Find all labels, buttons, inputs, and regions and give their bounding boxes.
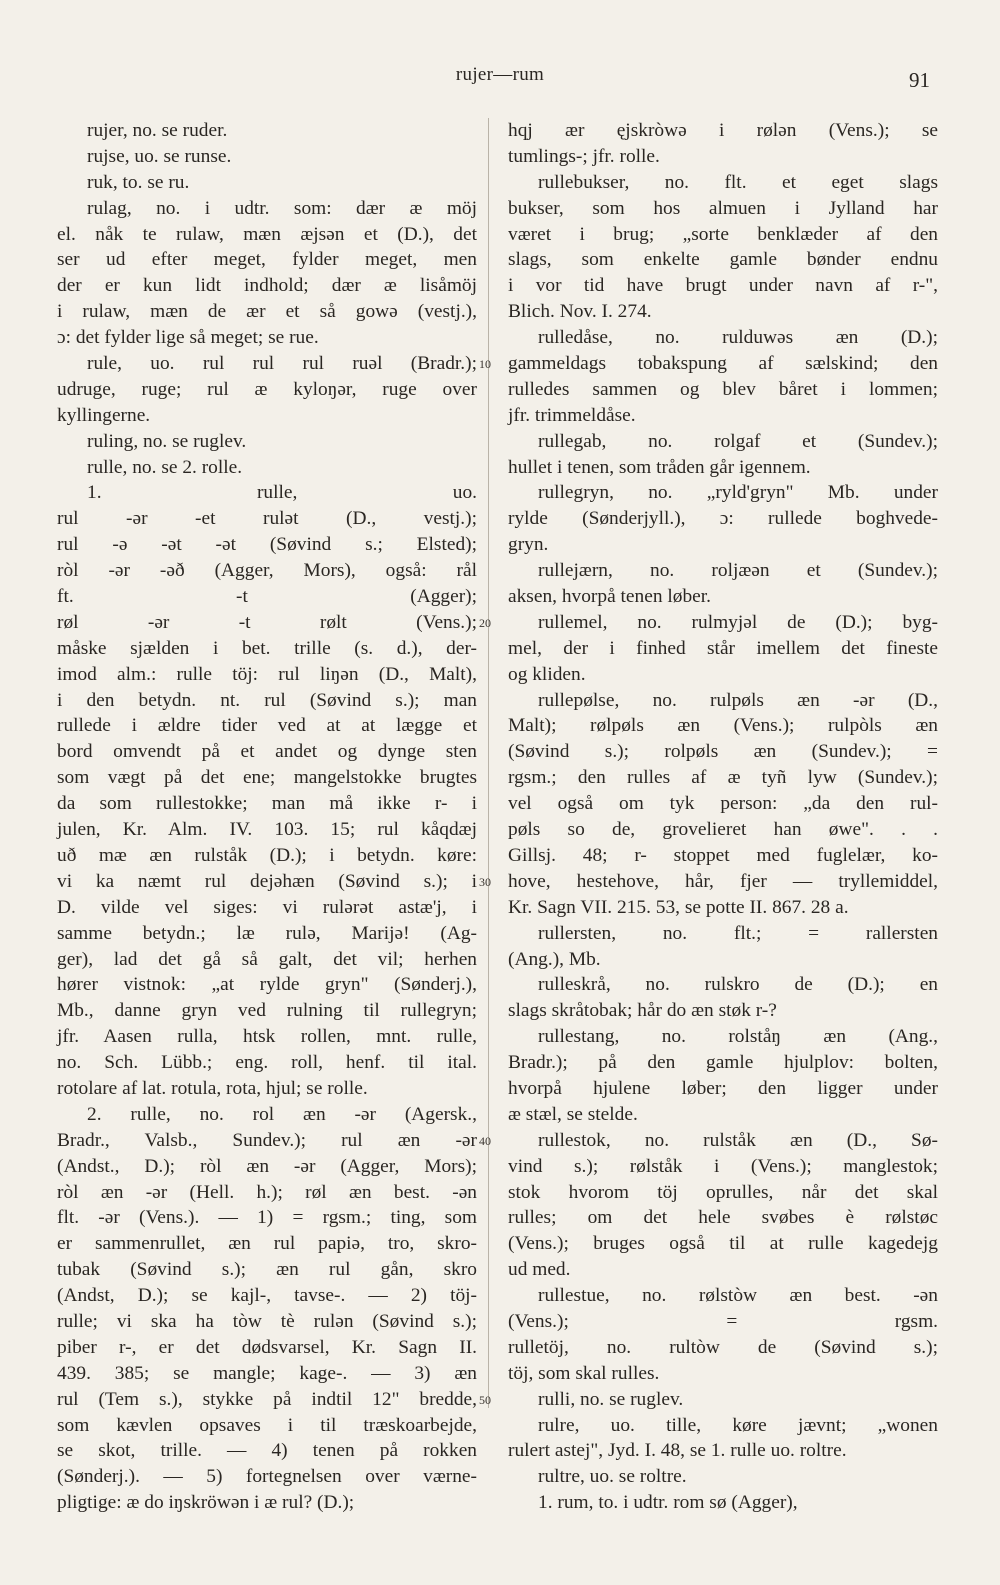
left-column-line: (Sønderj.). — 5) fortegnelsen over værne- [57,1466,477,1488]
left-column-line: rul -ər -et rulət (D., vestj.); [57,508,477,530]
left-column-line: i rulaw, mæn de ær et så gowə (vestj.), [57,301,477,323]
right-column-line: rullestue, no. rølstòw æn best. -ən [538,1285,938,1307]
right-column-line: hqj ær ęjskròwə i rølən (Vens.); se [508,120,938,141]
left-column-line: el. nåk te rulaw, mæn æjsən et (D.), det [57,223,477,245]
left-column-line: 439. 385; se mangle; kage-. — 3) æn [57,1362,477,1384]
right-column-line: Kr. Sagn VII. 215. 53, se potte II. 867. 28 a. [508,896,849,918]
left-column-line: rul -ə -ət -ət (Søvind s.; Elsted); [57,534,477,556]
line-number: 10 [479,357,491,372]
left-column-line: ft. -t (Agger); [57,586,477,608]
left-column-line: se skot, trille. — 4) tenen på rokken [57,1440,477,1462]
left-column-line: ruling, no. se ruglev. [87,430,247,452]
left-column-line: D. vilde vel siges: vi rulərət astæ'j, i [57,896,477,918]
left-column-line: 2. rulle, no. rol æn -ər (Agersk., [87,1103,477,1125]
left-column-line: rujse, uo. se runse. [87,145,232,167]
right-column-line: hullet i tenen, som tråden går igennem. [508,456,811,478]
right-column-line: rullersten, no. flt.; = rallersten [538,922,938,944]
left-column-line: 1. rulle, uo. [87,482,477,504]
line-number: 30 [479,875,491,890]
left-column-line: som vægt på det ene; mangelstokke brugtes [57,767,477,789]
right-column-line: rullejærn, no. roljæən et (Sundev.); [538,560,938,582]
left-column-line: samme betydn.; læ rulə, Marijə! (Ag- [57,922,477,944]
left-column-line: ɔ: det fylder lige så meget; se rue. [57,327,319,349]
right-column-line: töj, som skal rulles. [508,1362,660,1384]
left-column-line: måske sjælden i bet. trille (s. d.), der- [57,637,477,659]
running-head: rujer—rum [455,64,545,85]
right-column-line: rulre, uo. tille, køre jævnt; „wonen [538,1414,938,1436]
left-column-line: rulag, no. i udtr. som: dær æ möj [87,197,477,219]
right-column-line: rylde (Sønderjyll.), ɔ: rullede boghvede- [508,508,938,530]
right-column-line: bukser, som hos almuen i Jylland har [508,197,938,219]
right-column-line: rullebukser, no. flt. et eget slags [538,171,938,193]
right-column-line: rultre, uo. se roltre. [538,1466,687,1488]
right-column-line: gammeldags tobakspung af sælskind; den [508,353,938,375]
left-column-line: rotolare af lat. rotula, rota, hjul; se rolle. [57,1077,368,1099]
right-column-line: 1. rum, to. i udtr. rom sø (Agger), [538,1492,798,1514]
right-column-line: ud med. [508,1259,571,1281]
right-column-line: rullepølse, no. rulpøls æn -ər (D., [538,689,938,711]
right-column-line: jfr. trimmeldåse. [508,404,636,426]
left-column-line: pligtige: æ do iŋskröwən i æ rul? (D.); [57,1492,355,1514]
right-column-line: rullegab, no. rolgaf et (Sundev.); [538,430,938,452]
line-number: 50 [479,1393,491,1408]
right-column-line: Malt); rølpøls æn (Vens.); rulpòls æn [508,715,938,737]
right-column-line: (Søvind s.); rolpøls æn (Sundev.); = [508,741,938,763]
left-column-line: flt. -ər (Vens.). — 1) = rgsm.; ting, som [57,1207,477,1229]
left-column-line: røl -ər -t rølt (Vens.); [57,611,477,633]
left-column-line: rulle; vi ska ha tòw tè rulən (Søvind s.); [57,1310,477,1332]
right-column-line: og kliden. [508,663,586,685]
right-column-line: rullestang, no. rolståŋ æn (Ang., [538,1026,938,1048]
right-column-line: mel, der i finhed står imellem det fineste [508,637,938,659]
left-column-line: der er kun lidt indhold; dær æ lisåmöj [57,275,477,297]
left-column-line: ròl æn -ər (Hell. h.); røl æn best. -ən [57,1181,477,1203]
left-column-line: som kævlen opsaves i til træskoarbejde, [57,1414,477,1436]
right-column-line: æ stæl, se stelde. [508,1103,638,1125]
right-column-line: rulledes sammen og blev båret i lommen; [508,378,938,400]
left-column-line: jfr. Aasen rulla, htsk rollen, mnt. rulle, [57,1026,477,1048]
page-number: 91 [909,68,930,92]
right-column-line: Gillsj. 48; r- stoppet med fuglelær, ko- [508,844,938,866]
line-number: 20 [479,616,491,631]
right-column-line: aksen, hvorpå tenen løber. [508,586,711,608]
right-column-line: rullestok, no. rulståk æn (D., Sø- [538,1129,938,1151]
left-column-line: ròl -ər -əð (Agger, Mors), også: rål [57,560,477,582]
right-column-line: rulli, no. se ruglev. [538,1388,684,1410]
right-column-line: pøls so de, grovelieret han øwe". . . [508,819,938,841]
right-column-line: rulletöj, no. rultòw de (Søvind s.); [508,1336,938,1358]
left-column-line: (Andst., D.); ròl æn -ər (Agger, Mors); [57,1155,477,1177]
left-column-line: i den betydn. nt. rul (Søvind s.); man [57,689,477,711]
left-column-line: rul (Tem s.), stykke på indtil 12" bredde, [57,1388,477,1410]
right-column-line: vind s.); rølståk i (Vens.); manglestok; [508,1155,938,1177]
right-column-line: rulles; om det hele svøbes è rølstøc [508,1207,938,1229]
left-column-line: rujer, no. se ruder. [87,120,228,141]
left-column-line: Mb., danne gryn ved rulning til rullegryn; [57,1000,477,1022]
left-column [57,118,477,1516]
left-column-line: er sammenrullet, æn rul papiə, tro, skro- [57,1233,477,1255]
left-column-line: imod alm.: rulle töj: rul liŋən (D., Malt), [57,663,477,685]
left-column-line: ruk, to. se ru. [87,171,190,193]
right-column-line: rulert astej", Jyd. I. 48, se 1. rulle uo. roltre. [508,1440,847,1462]
right-column-line: gryn. [508,534,549,556]
left-column-line: bord omvendt på et andet og dynge sten [57,741,477,763]
right-column-line: været i brug; „sorte benklæder af den [508,223,938,245]
right-column-line: hove, hestehove, hår, fjer — tryllemiddel, [508,870,938,892]
left-column-line: hører vistnok: „at rylde gryn" (Sønderj.), [57,974,477,996]
left-column-line: da som rullestokke; man må ikke r- i [57,793,477,815]
left-column-line: no. Sch. Lübb.; eng. roll, henf. til ital. [57,1052,477,1074]
right-column-line: rullegryn, no. „ryld'gryn" Mb. under [538,482,938,504]
column-divider [488,118,489,1408]
left-column-line: piber r-, er det dødsvarsel, Kr. Sagn II. [57,1336,477,1358]
left-column-line: uð mæ æn rulståk (D.); i betydn. køre: [57,844,477,866]
left-column-line: udruge, ruge; rul æ kyloŋər, ruge over [57,378,477,400]
right-column-line: Blich. Nov. I. 274. [508,301,652,323]
right-column-line: i vor tid have brugt under navn af r-", [508,275,938,297]
right-column-line: rulleskrå, no. rulskro de (D.); en [538,974,938,996]
right-column-line: tumlings-; jfr. rolle. [508,145,660,167]
right-column-line: (Vens.); bruges også til at rulle kagedejg [508,1233,938,1255]
right-column-line: rullemel, no. rulmyjəl de (D.); byg- [538,611,938,633]
left-column-line: tubak (Søvind s.); æn rul gån, skro [57,1259,477,1281]
left-column-line: Bradr., Valsb., Sundev.); rul æn -ər [57,1129,477,1151]
left-column-line: rullede i ældre tider ved at at lægge et [57,715,477,737]
left-column-line: rule, uo. rul rul rul ruəl (Bradr.); [87,353,477,375]
left-column-line: ger), lad det gå så galt, det vil; herhen [57,948,477,970]
left-column-line: rulle, no. se 2. rolle. [87,456,243,478]
right-column-line: hvorpå hjulene løber; den ligger under [508,1077,938,1099]
line-number: 40 [479,1134,491,1149]
right-column-line: stok hvorom töj oprulles, når det skal [508,1181,938,1203]
right-column-line: rgsm.; den rulles af æ tyñ lyw (Sundev.); [508,767,938,789]
left-column-line: kyllingerne. [57,404,151,426]
right-column-line: rulledåse, no. rulduwəs æn (D.); [538,327,938,349]
right-column [508,118,938,1516]
left-column-line: ser ud efter meget, fylder meget, men [57,249,477,271]
right-column-line: (Ang.), Mb. [508,948,601,970]
left-column-line: vi ka næmt rul dejəhæn (Søvind s.); i [57,870,477,892]
left-column-line: julen, Kr. Alm. IV. 103. 15; rul kåqdæj [57,819,477,841]
right-column-line: Bradr.); på den gamle hjulplov: bolten, [508,1052,938,1074]
left-column-line: (Andst, D.); se kajl-, tavse-. — 2) töj- [57,1285,477,1307]
right-column-line: (Vens.); = rgsm. [508,1310,938,1332]
right-column-line: slags, som enkelte gamle bønder endnu [508,249,938,271]
right-column-line: slags skråtobak; hår do æn støk r-? [508,1000,777,1022]
right-column-line: vel også om tyk person: „da den rul- [508,793,938,815]
